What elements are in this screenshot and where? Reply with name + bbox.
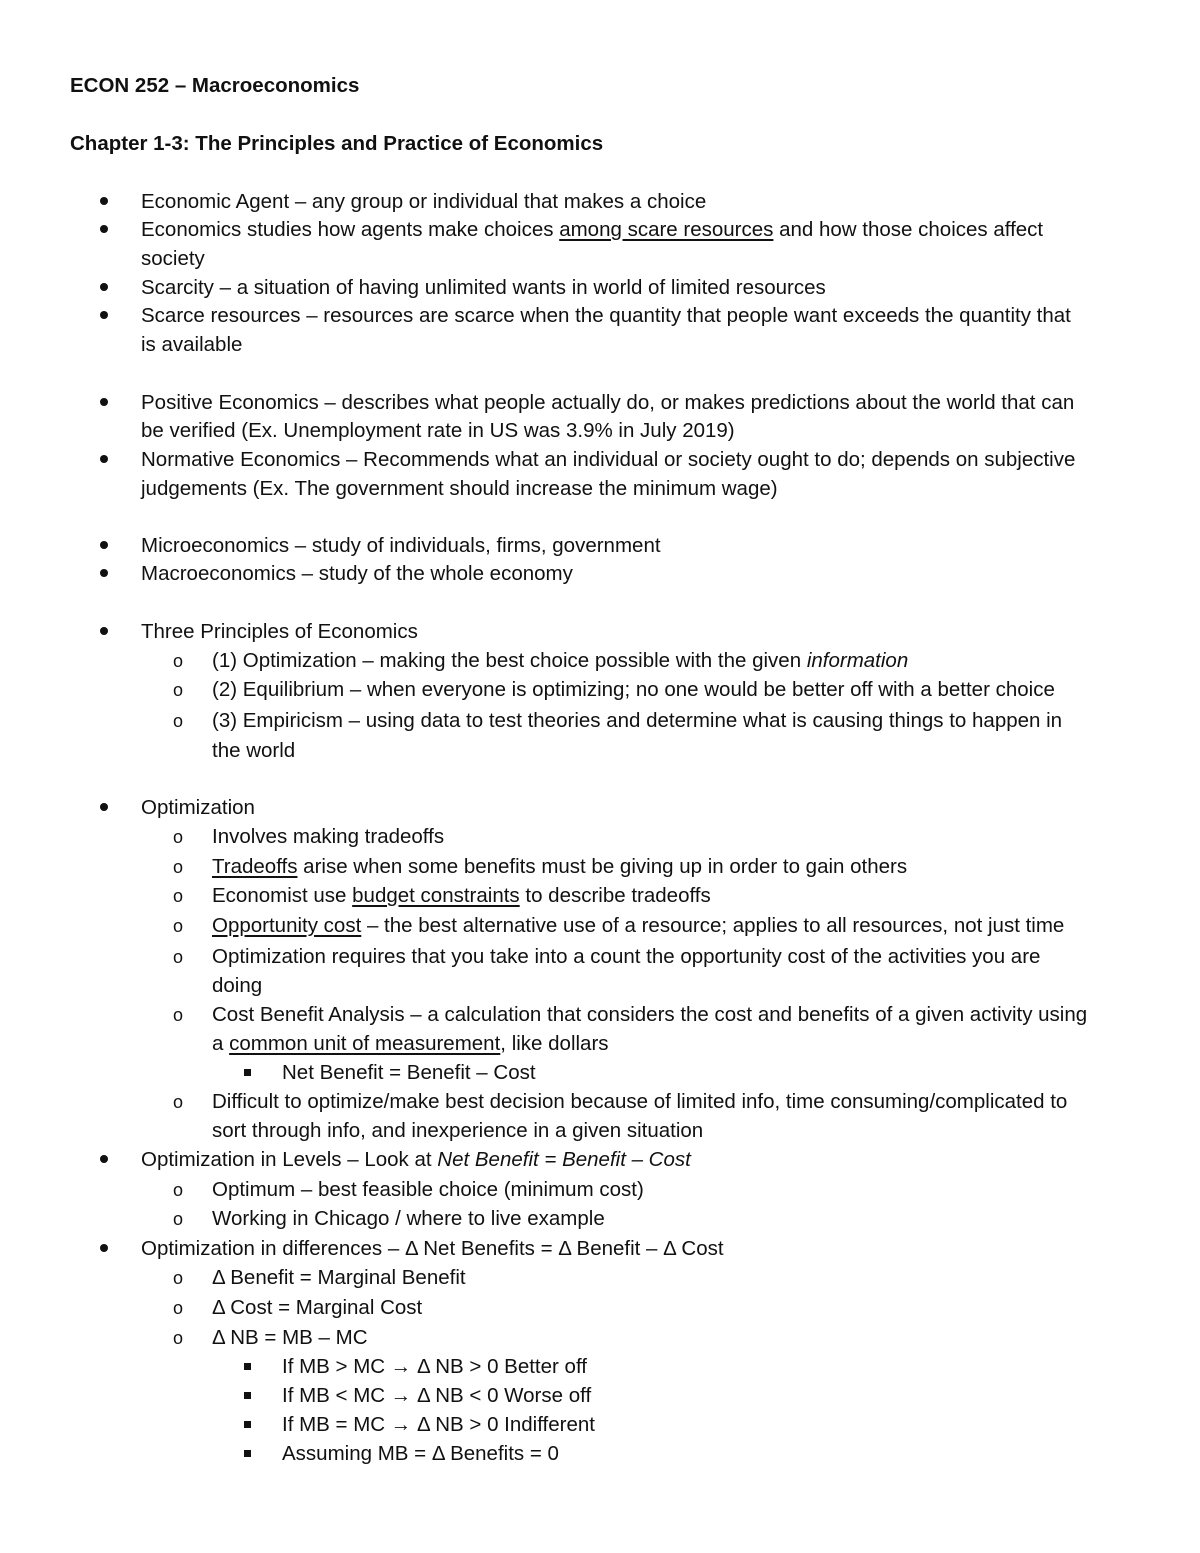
bullet-icon (100, 188, 108, 216)
sub-bullet-icon: o (173, 947, 184, 967)
list-item: Optimization in Levels – Look at Net Benefit = Benefit – Cost (141, 1148, 691, 1171)
list-item-continuation: society (141, 247, 205, 270)
sub-list-item: Cost Benefit Analysis – a calculation that considers the cost and benefits of a given activity using (212, 1003, 1088, 1026)
sub-list-item: Involves making tradeoffs (212, 825, 445, 848)
list-item-continuation: be verified (Ex. Unemployment rate in US was 3.9% in July 2019) (141, 419, 735, 442)
sub-list-item-continuation: doing (212, 974, 263, 997)
sub-bullet-icon: o (173, 1268, 184, 1288)
list-item: Three Principles of Economics (141, 620, 418, 643)
bullet-icon (100, 446, 108, 474)
sub-bullet-icon: o (173, 886, 184, 906)
sub-list-item: Optimization requires that you take into a count the opportunity cost of the activities you are (212, 945, 1041, 968)
list-item: Economics studies how agents make choices among scare resources and how those choices affect (141, 218, 1044, 241)
bullet-icon (100, 274, 108, 302)
sub-sub-bullet-icon (244, 1059, 251, 1087)
underlined-term: among scare resources (559, 218, 774, 241)
course-title: ECON 252 – Macroeconomics (70, 74, 360, 97)
sub-bullet-icon: o (173, 1209, 184, 1229)
sub-list-item: Δ Cost = Marginal Cost (212, 1296, 423, 1319)
sub-sub-bullet-icon (244, 1440, 251, 1468)
bullet-icon (100, 560, 108, 588)
list-item: Scarcity – a situation of having unlimited wants in world of limited resources (141, 276, 826, 299)
sub-list-item: Δ Benefit = Marginal Benefit (212, 1266, 466, 1289)
sub-sub-bullet-icon (244, 1353, 251, 1381)
sub-sub-bullet-icon (244, 1382, 251, 1410)
bullet-icon (100, 794, 108, 822)
list-item: Microeconomics – study of individuals, firms, government (141, 534, 661, 557)
sub-list-item-continuation: a common unit of measurement, like dollars (212, 1032, 609, 1055)
bullet-icon (100, 618, 108, 646)
chapter-heading: Chapter 1-3: The Principles and Practice of Economics (70, 132, 604, 155)
sub-list-item-continuation: the world (212, 739, 296, 762)
sub-bullet-icon: o (173, 680, 184, 700)
sub-bullet-icon: o (173, 711, 184, 731)
sub-sub-bullet-icon (244, 1411, 251, 1439)
sub-bullet-icon: o (173, 651, 184, 671)
sub-sub-list-item: Assuming MB = Δ Benefits = 0 (282, 1442, 559, 1465)
bullet-icon (100, 389, 108, 417)
list-item: Positive Economics – describes what people actually do, or makes predictions about the world that can (141, 391, 1075, 414)
sub-list-item: (3) Empiricism – using data to test theories and determine what is causing things to happen in (212, 709, 1063, 732)
list-item-continuation: is available (141, 333, 243, 356)
bullet-icon (100, 216, 108, 244)
bullet-icon (100, 1235, 108, 1263)
bullet-icon (100, 532, 108, 560)
list-item: Scarce resources – resources are scarce when the quantity that people want exceeds the quantity that (141, 304, 1071, 327)
sub-list-item: (1) Optimization – making the best choice possible with the given information (212, 649, 909, 672)
sub-sub-list-item: If MB < MC → Δ NB < 0 Worse off (282, 1384, 592, 1407)
sub-list-item-continuation: sort through info, and inexperience in a given situation (212, 1119, 704, 1142)
sub-bullet-icon: o (173, 1298, 184, 1318)
list-item: Economic Agent – any group or individual that makes a choice (141, 190, 707, 213)
sub-bullet-icon: o (173, 1328, 184, 1348)
sub-list-item: Difficult to optimize/make best decision because of limited info, time consuming/complicated to (212, 1090, 1068, 1113)
sub-bullet-icon: o (173, 916, 184, 936)
sub-bullet-icon: o (173, 1005, 184, 1025)
sub-list-item: Working in Chicago / where to live example (212, 1207, 605, 1230)
sub-list-item: Optimum – best feasible choice (minimum cost) (212, 1178, 644, 1201)
list-item: Normative Economics – Recommends what an individual or society ought to do; depends on subjective (141, 448, 1076, 471)
sub-list-item: Tradeoffs arise when some benefits must be giving up in order to gain others (212, 855, 908, 878)
sub-bullet-icon: o (173, 857, 184, 877)
sub-bullet-icon: o (173, 1092, 184, 1112)
sub-list-item: Δ NB = MB – MC (212, 1326, 368, 1349)
list-item-continuation: judgements (Ex. The government should increase the minimum wage) (141, 477, 778, 500)
list-item: Optimization in differences – Δ Net Benefits = Δ Benefit – Δ Cost (141, 1237, 724, 1260)
sub-list-item: Economist use budget constraints to describe tradeoffs (212, 884, 711, 907)
sub-sub-list-item: If MB > MC → Δ NB > 0 Better off (282, 1355, 587, 1378)
sub-bullet-icon: o (173, 827, 184, 847)
bullet-icon (100, 302, 108, 330)
bullet-icon (100, 1146, 108, 1174)
sub-list-item: Opportunity cost – the best alternative use of a resource; applies to all resources, not just time (212, 914, 1065, 937)
list-item: Optimization (141, 796, 255, 819)
sub-bullet-icon: o (173, 1180, 184, 1200)
sub-list-item: (2) Equilibrium – when everyone is optimizing; no one would be better off with a better choice (212, 678, 1055, 701)
list-item: Macroeconomics – study of the whole economy (141, 562, 573, 585)
sub-sub-list-item: Net Benefit = Benefit – Cost (282, 1061, 536, 1084)
sub-sub-list-item: If MB = MC → Δ NB > 0 Indifferent (282, 1413, 595, 1436)
